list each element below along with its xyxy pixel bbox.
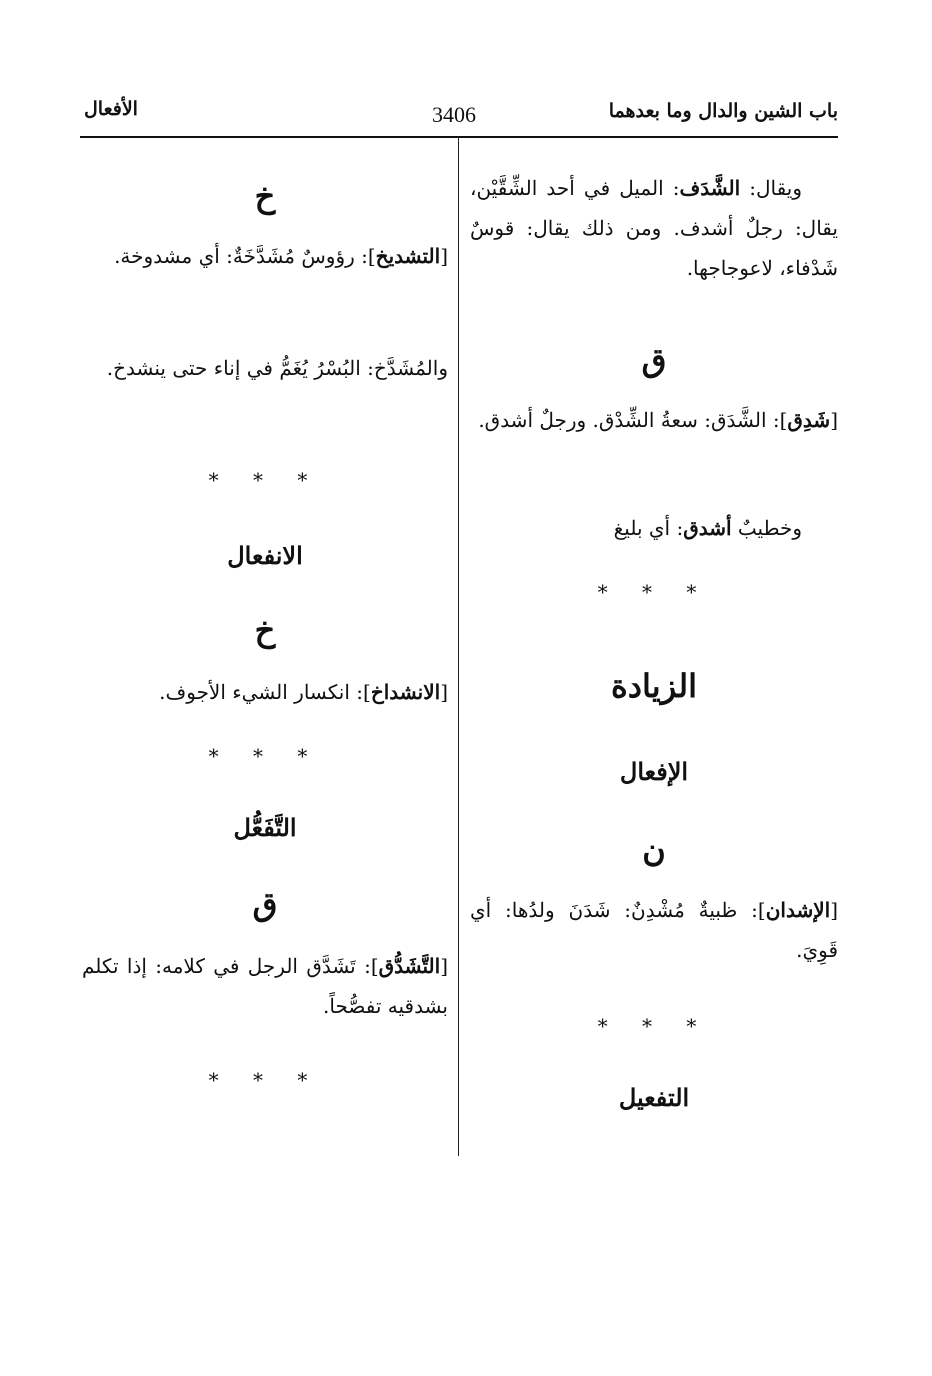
entry-term: الانشداخ [370, 680, 441, 704]
letter-heading-qaf: ق [641, 341, 667, 379]
letter-heading-kha: خ [254, 611, 276, 649]
entry-khatib: وخطيبٌ أشدق: أي بليغ [613, 516, 802, 540]
entry-text: ]: تَشَدَّق الرجل في كلامه: إذا تكلم بشدقيه تفصُّحاً. [82, 954, 448, 1018]
entry-text: ]: انكسار الشيء الأجوف. [159, 680, 371, 704]
page-number: 3406 [432, 102, 476, 127]
chapter-title: باب الشين والدال وما بعدهما [608, 100, 838, 122]
entry-shadaf [470, 168, 838, 288]
entry-text: والمُشَدَّخ: البُسْرُ يُغَمُّ في إناء حتى ينشدخ. [106, 356, 448, 380]
section-separator: * * * [208, 468, 322, 492]
section-separator: * * * [208, 1068, 322, 1092]
section-heading-ifal: الإفعال [619, 757, 689, 786]
section-separator: * * * [208, 744, 322, 768]
entry-text: ]: رؤوسٌ مُشَدَّخَةٌ: أي مشدوخة. [114, 244, 376, 268]
entry-text: ]: ظبيةٌ مُشْدِنٌ: شَدَنَ ولدُها: أي قَوِيَ. [470, 898, 838, 962]
section-heading-ziyada: الزيادة [611, 667, 697, 705]
entry-term: شَدِق [787, 408, 831, 432]
section-running-title: الأفعال [84, 98, 138, 120]
entry-text: : الميل في أحد الشِّقَّيْن، يقال: رجلٌ أشدف. ومن ذلك يقال: قوسٌ شَدْفاء، لاعوجاجها. [470, 176, 838, 280]
section-heading-tafil: التفعيل [618, 1083, 690, 1112]
section-heading-infial: الانفعال [227, 541, 303, 570]
letter-heading-nun: ن [642, 831, 666, 869]
entry-term: الإشدان [765, 898, 831, 922]
entry-ishdan: [الإشدان]: ظبيةٌ مُشْدِنٌ: شَدَنَ ولدُها: أي قَوِيَ. [470, 898, 838, 962]
letter-heading-kha: خ [254, 177, 276, 215]
entry-term: التشديخ [375, 244, 441, 268]
entry-term: الشَّدَف [679, 176, 741, 200]
entry-term: التَّشَدُّق [378, 954, 441, 978]
section-separator: * * * [597, 1014, 711, 1038]
entry-prefix: ويقال: [740, 176, 802, 200]
letter-heading-qaf: ق [252, 885, 278, 923]
section-separator: * * * [597, 580, 711, 604]
column-divider [458, 138, 459, 1156]
running-header [80, 96, 838, 138]
entry-inshidakh: [الانشداخ]: انكسار الشيء الأجوف. [159, 680, 448, 704]
entry-shadaq: [شَدِق]: الشَّدَق: سعةُ الشِّدْق. ورجلٌ أشدق. [478, 408, 838, 432]
entry-term: أشدق [683, 516, 732, 540]
entry-mushaddakh [82, 348, 448, 388]
section-heading-tafaul: التَّفَعُّل [233, 813, 297, 842]
entry-text: ]: الشَّدَق: سعةُ الشِّدْق. ورجلٌ أشدق. [478, 408, 788, 432]
entry-tashdikh: [التشديخ]: رؤوسٌ مُشَدَّخَةٌ: أي مشدوخة. [114, 244, 448, 268]
entry-tashadduq: [التَّشَدُّق]: تَشَدَّق الرجل في كلامه: إذا تكلم بشدقيه تفصُّحاً. [82, 954, 448, 1018]
